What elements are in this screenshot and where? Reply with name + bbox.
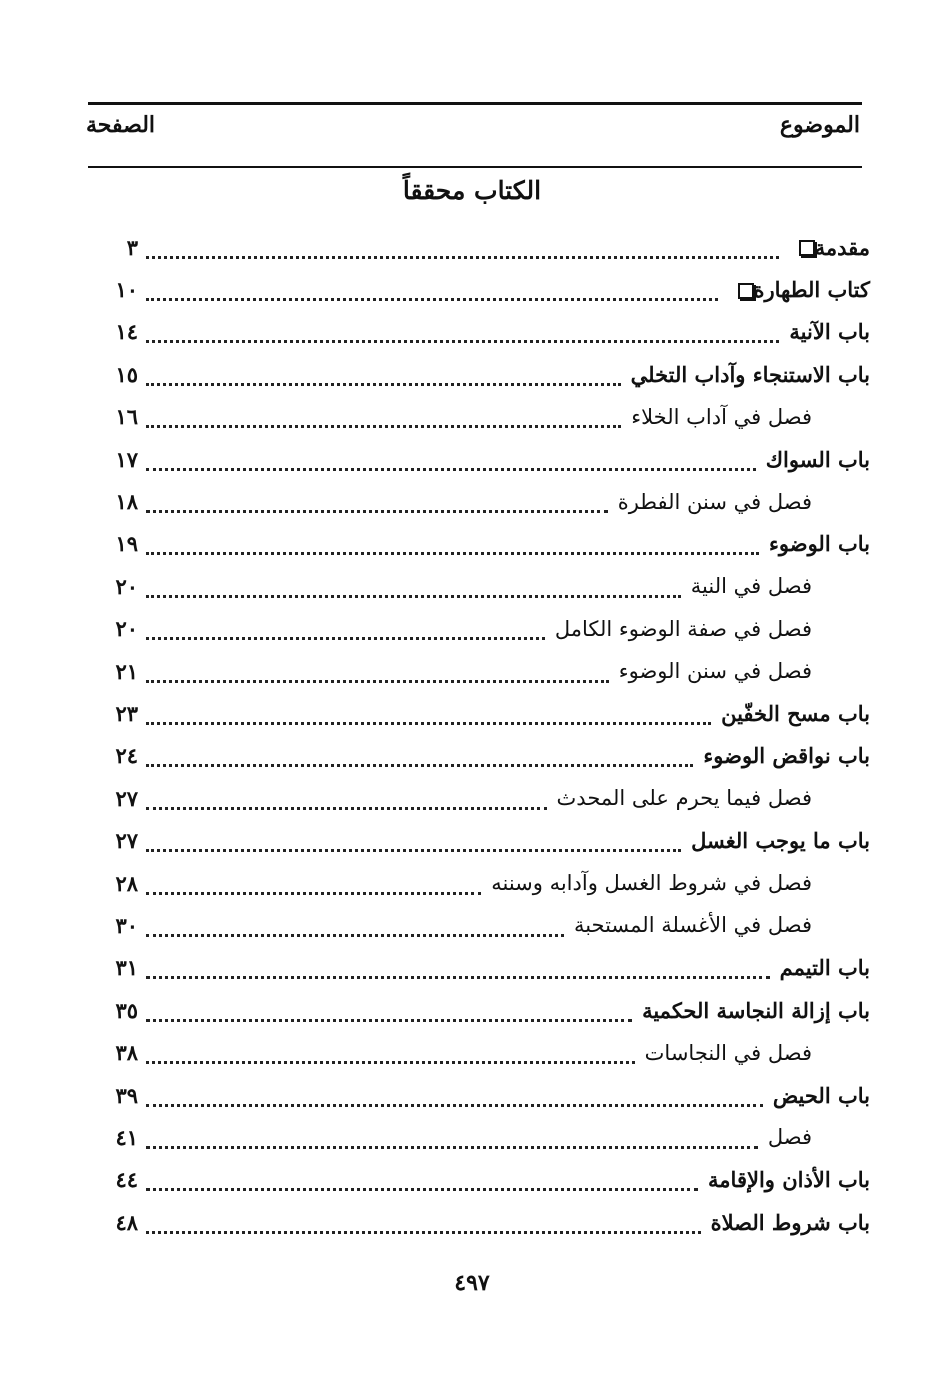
toc-entry-title: باب الاستنجاء وآداب التخلي <box>630 361 870 387</box>
toc-entry-title: باب الحيض <box>772 1082 870 1108</box>
toc-entry <box>88 353 870 395</box>
dot-leader <box>146 244 779 259</box>
toc-entry-page: ٢٠ <box>115 573 138 599</box>
toc-entry-title: فصل <box>767 1125 812 1150</box>
toc-entry-title-wrap <box>549 617 812 641</box>
toc-entry <box>88 608 870 650</box>
toc-entry-title: فصل في سنن الفطرة <box>617 489 812 514</box>
toc-entry-page: ١٨ <box>115 489 138 515</box>
toc-entry <box>88 311 870 353</box>
toc-entry-title-wrap <box>613 659 812 683</box>
toc-entry-title-wrap <box>722 277 871 302</box>
toc-entry-title: فصل في النية <box>690 574 812 599</box>
dot-leader <box>146 795 547 810</box>
toc-entry-title: فصل في شروط الغسل وآدابه وسننه <box>491 871 812 896</box>
toc-entry-page: ٢٧ <box>115 785 138 811</box>
toc-entry-title-wrap <box>697 743 870 768</box>
dot-leader <box>146 752 693 767</box>
toc-entry <box>88 904 870 946</box>
toc-entry-title: باب التيمم <box>779 955 870 981</box>
dot-leader <box>146 498 608 513</box>
toc-entry-title-wrap <box>767 1083 870 1108</box>
dot-leader <box>146 286 718 301</box>
toc-entry-title-wrap <box>760 447 870 472</box>
toc-entry-title-wrap <box>774 955 870 980</box>
toc-entry-title: باب السواك <box>765 446 870 472</box>
toc-entry-title-wrap <box>783 235 870 260</box>
toc-entry-page: ٣٩ <box>115 1082 138 1108</box>
toc-entry-title-wrap <box>702 1167 870 1192</box>
toc-entry <box>88 692 870 734</box>
toc-entry-title: باب الوضوء <box>769 531 870 557</box>
toc-entry-title: باب ما يوجب الغسل <box>691 828 870 854</box>
dot-leader <box>146 540 759 555</box>
toc-entry-title-wrap <box>485 871 812 895</box>
table-of-contents <box>88 226 870 1243</box>
toc-entry-title: باب نواقض الوضوء <box>703 743 870 769</box>
toc-entry-page: ٣ <box>126 234 138 260</box>
toc-entry-title-wrap <box>685 828 870 853</box>
toc-entry-title: باب مسح الخفّين <box>721 700 870 726</box>
header-bottom-rule <box>88 166 862 168</box>
toc-entry-page: ٤٤ <box>115 1167 138 1193</box>
toc-entry-title: باب إزالة النجاسة الحكمية <box>642 997 870 1023</box>
page-number: ٤٩٧ <box>454 1270 490 1296</box>
toc-entry-title-wrap <box>636 998 870 1023</box>
dot-leader <box>146 371 621 386</box>
toc-entry-title-wrap <box>551 786 812 810</box>
toc-entry-title: فصل في صفة الوضوء الكامل <box>554 616 812 641</box>
toc-entry-title-wrap <box>715 701 870 726</box>
toc-entry-page: ٤١ <box>115 1124 138 1150</box>
toc-entry-title-wrap <box>783 319 870 344</box>
toc-entry-title: فصل في سنن الوضوء <box>618 659 812 684</box>
dot-leader <box>146 964 770 979</box>
toc-entry-title: فصل في النجاسات <box>644 1040 812 1065</box>
toc-entry-title-wrap <box>625 362 870 387</box>
toc-entry-title-wrap <box>763 531 870 556</box>
dot-leader <box>146 413 621 428</box>
dot-leader <box>146 625 545 640</box>
toc-entry-title: فصل فيما يحرم على المحدث <box>556 786 812 811</box>
dot-leader <box>146 710 711 725</box>
toc-entry-page: ٢١ <box>115 658 138 684</box>
toc-entry <box>88 565 870 607</box>
dot-leader <box>146 837 681 852</box>
toc-entry-page: ١٥ <box>115 361 138 387</box>
toc-entry-title: كتاب الطهارة <box>753 277 870 303</box>
toc-entry-page: ١٩ <box>115 531 138 557</box>
toc-entry-page: ٢٨ <box>115 870 138 896</box>
toc-entry-title-wrap <box>612 490 812 514</box>
toc-entry-page: ١٧ <box>115 446 138 472</box>
toc-entry-page: ٢٧ <box>115 828 138 854</box>
toc-entry-title: فصل في آداب الخلاء <box>631 404 812 429</box>
toc-entry <box>88 396 870 438</box>
toc-entry-title-wrap <box>762 1125 812 1149</box>
dot-leader <box>146 668 609 683</box>
toc-entry <box>88 523 870 565</box>
subject-column-label: الموضوع <box>779 112 860 138</box>
toc-entry-page: ١٦ <box>115 404 138 430</box>
toc-entry-page: ٤٨ <box>115 1209 138 1235</box>
toc-entry <box>88 1159 870 1201</box>
toc-entry-page: ٣٠ <box>115 912 138 938</box>
toc-entry <box>88 650 870 692</box>
toc-entry <box>88 735 870 777</box>
toc-entry <box>88 1074 870 1116</box>
dot-leader <box>146 583 681 598</box>
toc-entry <box>88 989 870 1031</box>
toc-entry <box>88 777 870 819</box>
dot-leader <box>146 1134 758 1149</box>
toc-entry <box>88 1031 870 1073</box>
dot-leader <box>146 1219 701 1234</box>
toc-entry-page: ٣١ <box>115 955 138 981</box>
dot-leader <box>146 456 756 471</box>
toc-entry-title: باب الآنية <box>789 319 870 345</box>
toc-entry <box>88 438 870 480</box>
toc-entry-page: ٢٤ <box>115 743 138 769</box>
header-top-rule <box>88 102 862 105</box>
toc-entry-title: باب شروط الصلاة <box>710 1209 870 1235</box>
toc-entry-title-wrap <box>685 574 812 598</box>
toc-entry-title-wrap <box>705 1210 870 1235</box>
dot-leader <box>146 1007 632 1022</box>
dot-leader <box>146 880 481 895</box>
toc-entry-page: ١٠ <box>115 277 138 303</box>
toc-entry <box>88 947 870 989</box>
checkbox-square-icon <box>799 240 815 256</box>
dot-leader <box>146 1176 698 1191</box>
toc-entry-title-wrap <box>639 1041 812 1065</box>
toc-entry <box>88 268 870 310</box>
dot-leader <box>146 922 564 937</box>
toc-entry-page: ٣٥ <box>115 997 138 1023</box>
page-column-label: الصفحة <box>86 112 156 138</box>
toc-entry-title-wrap <box>568 913 812 937</box>
toc-entry-page: ٢٠ <box>115 616 138 642</box>
toc-entry <box>88 819 870 861</box>
section-title: الكتاب محققاً <box>402 176 542 205</box>
toc-entry <box>88 226 870 268</box>
toc-entry-title: مقدمة <box>814 234 870 260</box>
toc-entry-title-wrap <box>625 405 812 429</box>
toc-entry-title: فصل في الأغسلة المستحبة <box>573 913 812 938</box>
toc-entry <box>88 480 870 522</box>
checkbox-square-icon <box>738 283 754 299</box>
toc-entry <box>88 1201 870 1243</box>
toc-entry-page: ٣٨ <box>115 1040 138 1066</box>
dot-leader <box>146 1092 763 1107</box>
toc-entry-page: ٢٣ <box>115 700 138 726</box>
dot-leader <box>146 328 779 343</box>
toc-entry-title: باب الأذان والإقامة <box>708 1167 870 1193</box>
toc-entry <box>88 862 870 904</box>
toc-entry <box>88 1116 870 1158</box>
dot-leader <box>146 1049 635 1064</box>
toc-entry-page: ١٤ <box>115 319 138 345</box>
